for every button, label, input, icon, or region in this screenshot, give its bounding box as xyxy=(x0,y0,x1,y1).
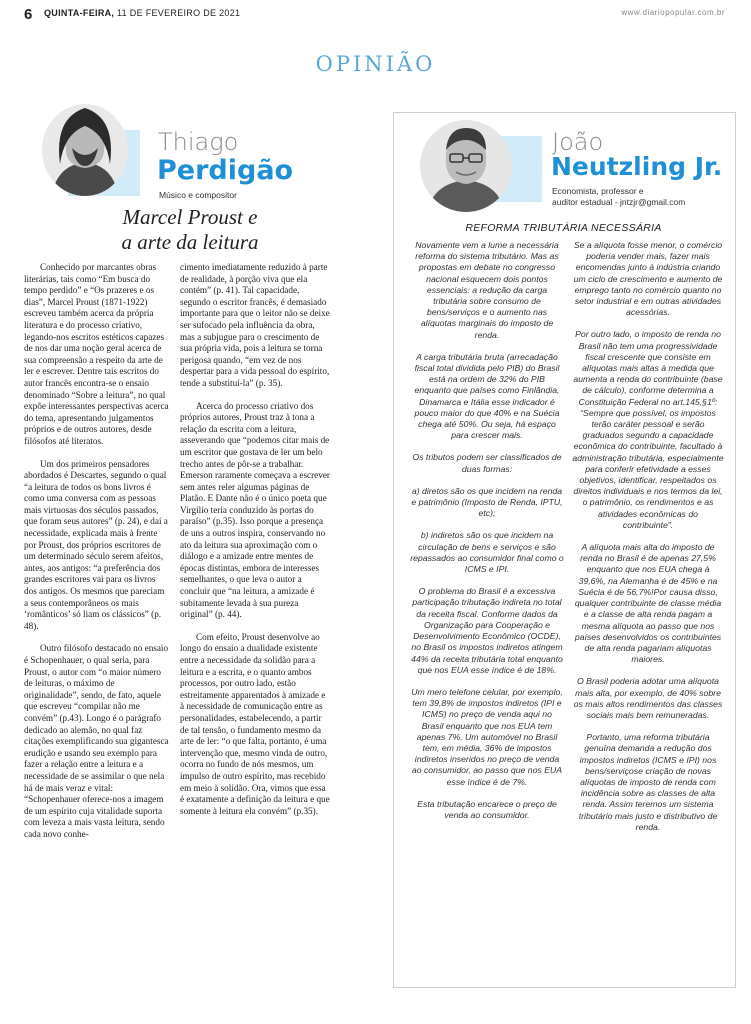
weekday: QUINTA-FEIRA, xyxy=(44,8,115,18)
role-line-2[interactable]: auditor estadual - jntzjr@gmail.com xyxy=(552,197,686,207)
paragraph: a) diretos são os que incidem na renda e patrimônio (Imposto de Renda, IPTU, etc); xyxy=(411,485,563,519)
title-line-1: Marcel Proust e xyxy=(122,205,258,229)
right-article-column-1 xyxy=(410,240,564,832)
paragraph: O problema do Brasil é a excessiva participação tributação indireta no total da receita fiscal. Conforme dados da Organização para Cooperação e Desenvolvimento Econômico (OCDE), no Brasil os impostos indiretos atingem 44% da receita tributária total enquanto que nos EUA esse índice é de 18%. xyxy=(411,586,563,675)
left-article-title xyxy=(90,205,290,255)
portrait-joao-icon xyxy=(420,120,512,212)
left-author-role: Músico e compositor xyxy=(159,190,237,200)
paragraph: Um dos primeiros pensadores abordados é Descartes, segundo o qual “a leitura de todos os bons livros é como uma conversa com as pessoas mais virtuosas dos séculos passados, que foram seus autores” (p. 24), e daí a necessidade, explicada mais à frente por Proust, dos próprios escritores de um determinado século serem afeitos, antes, aos antigos: “a preferência dos grandes escritores vai para os livros dos antigos. Os mesmos que pareciam a seus contemporâneos os mais ‘românticos’ só liam os clássicos” (p. 48). xyxy=(24,458,168,631)
paragraph: Se a alíquota fosse menor, o comércio poderia vender mais, fazer mais encomendas junto à indústria criando um ciclo de crescimento e aumento de emprego tanto no comércio quanto no setor industrial e em outras atividades acessórias. xyxy=(573,240,723,318)
paragraph: Esta tributação encarece o preço de venda ao consumidor. xyxy=(417,798,557,820)
issue-date xyxy=(44,8,240,18)
paragraph: O Brasil poderia adotar uma alíquota mais alta, por exemplo, de 40% sobre os mais altos rendimentos das classes sociais mais bem remuneradas. xyxy=(573,676,723,720)
paragraph: Os tributos podem ser classificados de duas formas: xyxy=(412,452,562,474)
paragraph: Conhecido por marcantes obras literárias, tais como “Em busca do tempo perdido” e “Os prazeres e os dias”, Marcel Proust (1871-1922) escreveu também acerca da própria literatura e do processo criativo, legando-nos escritos estéticos capazes de nos dar uma noção geral acerca de sua compreensão a respeito da arte de ler e escrever. Dentre tais escritos do autor francês encontra-se o ensaio denominado “Sobre a leitura”, no qual expõe interessantes perspectivas acerca do tema, apresentando julgamentos próprios e de outros autores, desde filósofos até literatos. xyxy=(24,262,169,446)
left-author-last-name: Perdigão xyxy=(157,155,294,186)
right-article-title: REFORMA TRIBUTÁRIA NECESSÁRIA xyxy=(465,222,662,234)
right-author-role xyxy=(552,186,685,208)
page-number: 6 xyxy=(24,6,33,23)
site-url[interactable]: www.diariopopular.com.br xyxy=(621,8,725,17)
paragraph: Acerca do processo criativo dos próprios autores, Proust traz à tona a relação da escrita com a leitura, asseverando que “podemos citar mais de um escritor que gostava de ler um belo trecho antes de pôr-se a trabalhar. Emerson raramente começava a escrever sem antes reler algumas páginas de Platão. E Dante não é o único poeta que Virgílio teria conduzido às portas do paraíso” (p.35). Isso porque a presença de uns a outros inspira, conservando no ato da leitura sua aproximação com o diálogo e a amizade entre mentes de épocas distintas, embora de interesses semelhantes, o que leva o autor a concluir que “na leitura, a amizade é subitamente levada à sua pureza original” (p. 44). xyxy=(180,400,330,620)
paragraph: Um mero telefone celular, por exemplo, tem 39,8% de impostos indiretos (IPI e ICMS) no preço de venda aqui no Brasil enquanto que nos EUA tem apenas 7%. Um automóvel no Brasil tem, em média, 36% de impostos indiretos inseridos no preço de venda ao consumidor, ao passo que nos EUA esse índice é de 7%. xyxy=(411,686,563,787)
role-line-1: Economista, professor e xyxy=(552,186,644,196)
paragraph: A alíquota mais alta do imposto de renda no Brasil é de apenas 27,5% enquanto que nos EUA chega à 39,6%, na Alemanha é de 45% e na Suécia é de 56,7%!Por causa disso, qualquer contribuinte de classe média e a classe de alta renda pagam a mesma alíquota ao passo que nos países desenvolvidos os contribuintes de alta renda pagariam alíquotas maiores. xyxy=(574,542,722,665)
right-author-photo xyxy=(420,120,512,212)
left-author-photo xyxy=(42,104,128,196)
right-author-first-name: João xyxy=(552,128,604,156)
right-author-last-name: Neutzling Jr. xyxy=(551,152,723,181)
section-title: OPINIÃO xyxy=(315,52,436,76)
left-article-column-2 xyxy=(180,262,330,828)
paragraph: A carga tributária bruta (arrecadação fiscal total dividida pelo PIB) do Brasil está na ordem de 32% do PIB enquanto que países como Finlândia, Dinamarca e Itália esse indicador é pouco maior do que 40% e na Suécia chega até 50%. Ou seja, há espaço para crescer mais. xyxy=(414,351,560,441)
paragraph: Novamente vem a lume a necessária reforma do sistema tributário. Mas as propostas em debate no congresso nacional esquecem dois pontos essenciais: a redução da carga tributária sobre consumo de bens/serviços e o aumento nas alíquotas marginais do imposto de renda. xyxy=(415,240,559,340)
paragraph: b) indiretos são os que incidem na circulação de bens e serviços e são repassados ao consumidor final como o ICMS e IPI. xyxy=(410,530,564,575)
right-article-column-2 xyxy=(572,240,724,844)
left-author-first-name: Thiago xyxy=(158,128,239,156)
title-line-2: a arte da leitura xyxy=(121,230,259,254)
paragraph: Outro filósofo destacado no ensaio é Schopenhauer, o qual seria, para Proust, o autor com “o maior número de leituras, o máximo de originalidade”, sendo, de fato, aquele que escreveu “compilar não me convém” (p.43). Longo é o parágrafo dedicado ao alemão, no qual faz citações exemplificando sua gigantesca erudição e usando seu exemplo para fazer a relação entre a leitura e a necessidade de se assimilar o que nela há de mais veraz e vital: “Schopenhauer oferece-nos a imagem de um espírito cuja vitalidade suporta com leveza a mais vasta leitura, sendo cada novo conhe- xyxy=(24,643,169,839)
left-article-column-1 xyxy=(24,262,170,852)
paragraph: Com efeito, Proust desenvolve ao longo do ensaio a dualidade existente entre a necessidade da solidão para a leitura e a escrita, e o quanto ambos processos, por outro lado, estão estreitamente apparentados à amizade e à necessidade de comunicação entre as personalidades, estabelecendo, a partir de tal tensão, o fundamento mesmo da arte de ler: “o que falta, portanto, é uma intervenção que, mesmo vinda de outro, ocorra no fundo de nós mesmos, um impulso de outro espírito, mas recebido em meio à solidão. Ora, vimos que essa é exatamente a definição da leitura e que somente à leitura ela convém” (p.35). xyxy=(180,631,330,816)
paragraph: cimento imediatamente reduzido à parte de realidade, à porção viva que ela contém” (p. 41). Tal capacidade, segundo o escritor francês, é demasiado importante para que o leitor não se deixe ser sufocado pela influência da obra, mas a subjugue para o crescimento de sua própria vida, pois a leitura se torna perigosa quando, “em vez de nos despertar para a vida pessoal do espírito, tende a substituí-la” (p. 35). xyxy=(180,262,330,388)
date-text: 11 DE FEVEREIRO DE 2021 xyxy=(117,8,241,18)
paragraph: Por outro lado, o imposto de renda no Brasil não tem uma progressividade fiscal crescente que consiste em alíquotas mais altas à medida que aumenta a renda do contribuinte (base de cálculo), conforme determina a Constituição Federal no art.145,§1º: “Sempre que possível, os impostos terão caráter pessoal e serão graduados segundo a capacidade econômica do contribuinte, facultado à administração tributária, especialmente para conferir efetividade a esses objetivos, identificar, respeitados os direitos individuais e nos termos da lei, o patrimônio, os rendimentos e as atividades econômicas do contribuinte”. xyxy=(572,329,724,530)
paragraph: Portanto, uma reforma tributária genuína demanda a redução dos impostos indiretos (ICMS e IPI) nos bens/serviçose criação de novas alíquotas de imposto de renda com incidência sobre as classes de alta renda. Assim teremos um sistema tributário mais justo e distributivo de renda. xyxy=(578,732,718,832)
portrait-thiago-icon xyxy=(42,104,128,196)
